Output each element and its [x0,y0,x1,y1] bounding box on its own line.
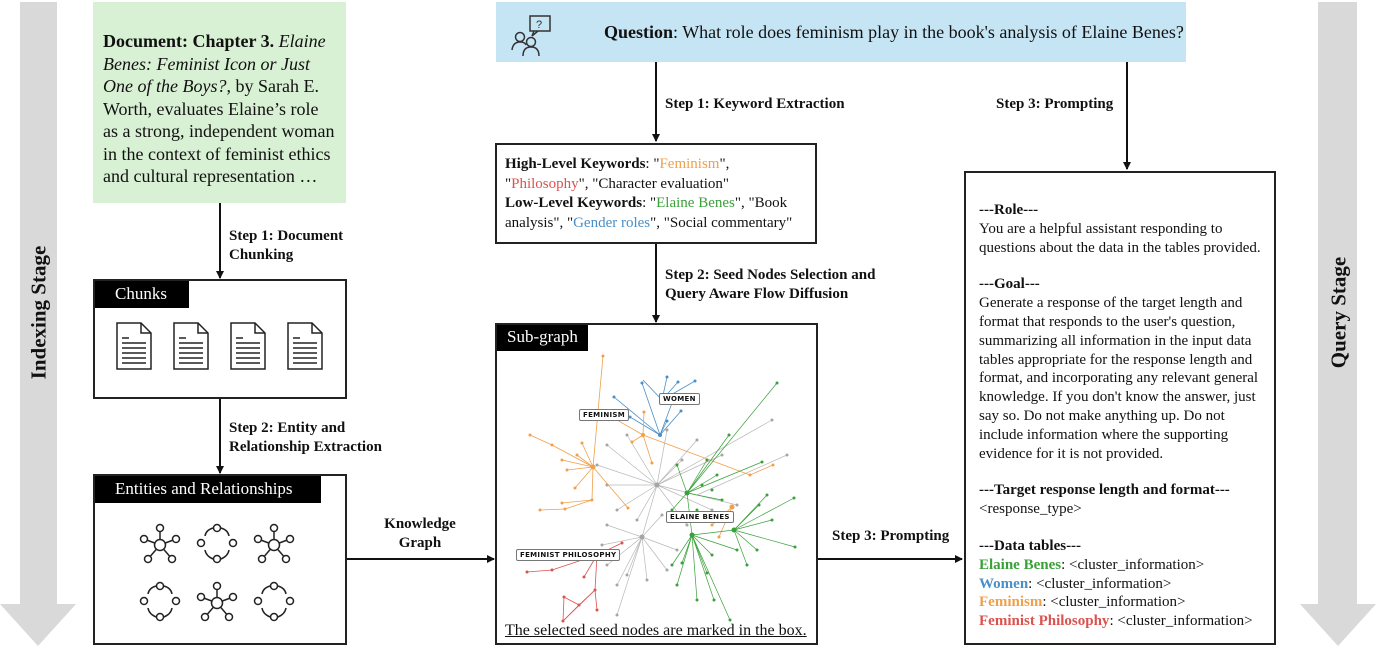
prompt-goal-section: ---Goal--- Generate a response of the target length and format that responds to the user's question, summarizing all information in the input data tables appropriate for the response length and format, and incorporating any relevant general knowledge. If you don't know the answer, just say so. Do not make anything up. Do not include information where the supporting evidence for it is not provided. [979,276,1259,462]
source-document [93,2,346,203]
query-step1-label: Step 1: Keyword Extraction [665,96,845,112]
indexing-step2-label: Step 2: Entity and Relationship Extraction [229,420,382,455]
document-description: , by Sarah E. Worth, evaluates Elaine’s role as a strong, independent woman in the context of feminist ethics and cultural representation … [103,76,335,186]
prompt-box [964,171,1276,645]
knowledge-graph-label: Knowledge Graph [384,516,456,551]
ring-graph-icon [198,525,237,563]
query-stage-label: Query Stage [1326,256,1351,369]
star-graph-icon [198,583,237,621]
ring-graph-icon [141,583,180,621]
prompt-data-tables-section: ---Data tables--- Elaine Benes: <cluster_information> Women: <cluster_information> Feminism: <cluster_information> Feminist Philosophy: <cluster_information> [979,537,1264,631]
indexing-step1-label: Step 1: Document Chunking [229,228,344,263]
ring-graph-icon [255,583,294,621]
indexing-stage-label: Indexing Stage [26,245,51,380]
data-table-row: Elaine Benes: <cluster_information> [979,556,1205,573]
query-step3-top-label: Step 3: Prompting [996,96,1114,112]
data-table-row: Feminism: <cluster_information> [979,594,1186,611]
subgraph-caption: The selected seed nodes are marked in the box. [505,622,807,639]
seed-node-feminism: FEMINISM [579,409,629,421]
data-table-row: Feminist Philosophy: <cluster_information> [979,613,1253,630]
entities-box [93,474,347,645]
data-table-row: Women: <cluster_information> [979,575,1172,592]
query-step2-label: Step 2: Seed Nodes Selection and Query Aware Flow Diffusion [665,267,876,302]
subgraph-network [497,325,816,643]
question-banner [496,2,1186,62]
star-graph-icon [141,525,180,563]
low-level-keywords: Low-Level Keywords: "Elaine Benes", "Book analysis", "Gender roles", "Social commentary" [505,195,793,231]
seed-node-elaine-benes: ELAINE BENES [666,511,734,523]
chunk-documents [115,321,330,373]
seed-node-feminist-philosophy: FEMINIST PHILOSOPHY [516,549,620,561]
subgraph-title: Sub-graph [497,325,588,351]
document-icon [288,323,322,369]
entities-title: Entities and Relationships [95,476,321,503]
prompt-target-section: ---Target response length and format--- <response_type> [979,482,1230,518]
document-icon [174,323,208,369]
svg-text:?: ? [536,19,543,31]
query-step3-mid-label: Step 3: Prompting [832,528,950,544]
chunks-title: Chunks [95,281,189,308]
seed-node-women: WOMEN [659,393,700,405]
document-prefix: Document: Chapter 3. [103,31,275,51]
question-text: Question: What role does feminism play in the book's analysis of Elaine Benes? [604,22,1184,42]
user-question-icon [510,14,554,58]
star-graph-icon [255,525,294,563]
document-title: Elaine Benes: Feminist Icon or Just One of the Boys? [103,31,326,96]
subgraph-box [495,323,818,645]
high-level-keywords: High-Level Keywords: "Feminism", "Philosophy", "Character evaluation" [505,156,730,192]
entity-graph-icons [135,522,315,632]
prompt-role-section: ---Role--- You are a helpful assistant responding to questions about the data in the tables provided. [979,202,1261,256]
document-icon [231,323,265,369]
keywords-box [495,143,817,244]
chunks-box [93,279,347,399]
